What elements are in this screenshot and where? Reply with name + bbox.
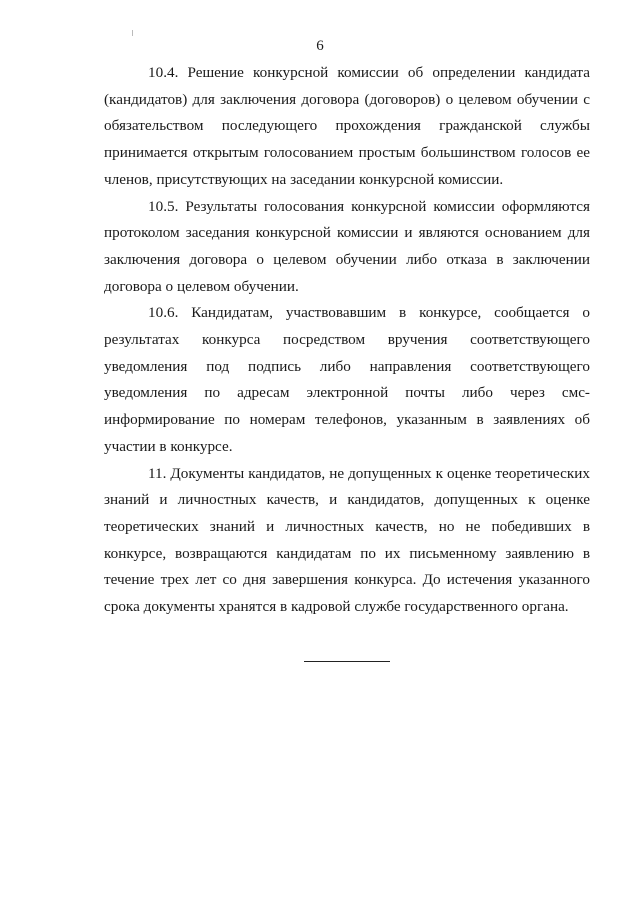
paragraph-10-4: 10.4. Решение конкурсной комиссии об определении кандидата (кандидатов) для заключения договора (договоров) о целевом обучении с обязательством последующего прохождения гражданской службы принимается открытым голосованием простым большинством голосов ее членов, присутствующих на заседании конкурсной комиссии. (104, 64, 590, 188)
paragraph-10-6: 10.6. Кандидатам, участвовавшим в конкурсе, сообщается о результатах конкурса посредством вручения соответствующего уведомления под подпись либо направления соответствующего уведомления по адресам электронной почты либо через смс-информирование по номерам телефонов, указанным в заявлениях об участии в конкурсе. (104, 304, 590, 455)
paragraph-10-5: 10.5. Результаты голосования конкурсной комиссии оформляются протоколом заседания конкурсной комиссии и являются основанием для заключения договора о целевом обучении либо отказа в заключении договора о целевом обучении. (104, 197, 590, 295)
document-body (104, 60, 590, 621)
page-number: 6 (316, 38, 324, 54)
paragraph-11: 11. Документы кандидатов, не допущенных к оценке теоретических знаний и личностных качеств, и кандидатов, допущенных к оценке теоретических знаний и личностных качеств, но не победивших в конкурсе, возвращаются кандидатам по их письменному заявлению в течение трех лет со дня завершения конкурса. До истечения указанного срока документы хранятся в кадровой службе государственного органа. (104, 464, 590, 616)
scan-speck (132, 30, 133, 36)
end-of-document-rule (304, 661, 390, 662)
